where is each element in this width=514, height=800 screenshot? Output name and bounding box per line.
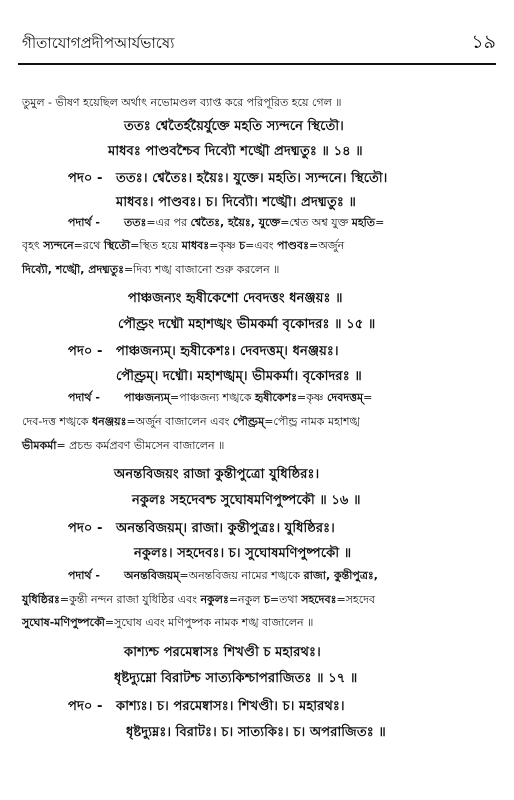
gloss-text: =কৃষ্ণ [209, 239, 240, 252]
gloss-term: হৃষীকেশঃ [255, 391, 297, 404]
gloss-term: পৌণ্ড্রম্ [232, 415, 265, 428]
gloss-term: ততঃ [124, 216, 147, 229]
gloss-term: নকুলঃ [200, 593, 229, 606]
header-rule [18, 63, 496, 65]
gloss-text: =অনন্তবিজয় নামের শঙ্খকে [179, 569, 304, 582]
v15-pada-line-2: পৌণ্ড্রম্। দধ্মৌ। মহাশঙ্খম্। ভীমকর্মা। বৃকোদরঃ ॥ [116, 369, 362, 384]
padartha-label: পদার্থ - [68, 391, 100, 404]
gloss-text: =সহদেব [336, 593, 376, 606]
gloss-term: যুধিষ্ঠিরঃ [22, 593, 60, 606]
padartha-label: পদার্থ - [68, 216, 100, 229]
gloss-term: দিব্যৌ, শঙ্খৌ, প্রদধ্মতুঃ [22, 263, 124, 276]
gloss-text: =পাঞ্চজন্য শঙ্খকে [169, 391, 256, 404]
v14-pada-label: পদ০ - [68, 171, 103, 186]
gloss-text: =অর্জুন বাজালেন এবং [126, 415, 233, 428]
gloss-term: সহদেবঃ [301, 593, 337, 606]
v15-padartha-line-2 [22, 416, 360, 427]
v17-sloka-line-1: কাশ্যশ্চ পরমেষ্বাসঃ শিখণ্ডী চ মহারথঃ। [124, 645, 321, 660]
gloss-term: চ [239, 239, 246, 252]
v14-padartha-line-3 [22, 264, 279, 275]
v15-pada-line-1: পাঞ্চজন্যম্। হৃষীকেশঃ। দেবদত্তম্। ধনঞ্জয়ঃ। [116, 344, 339, 359]
gloss-text: =পৌন্ড্র নামক মহাশঙ্খ [264, 415, 360, 428]
gloss-text: =নকুল [228, 593, 264, 606]
gloss-text: =কৃষ্ণ [296, 391, 327, 404]
v15-sloka-line-2: পৌণ্ড্রং দধ্মৌ মহাশঙ্খং ভীমকর্মা বৃকোদরঃ ॥ ১৫ ॥ [118, 317, 376, 332]
gloss-text: =কুন্তী নন্দন রাজা যুধিষ্ঠির এবং [59, 593, 201, 606]
gloss-term: চ [263, 593, 270, 606]
v15-padartha-line-1 [124, 392, 372, 403]
gloss-text: =দিব্য শঙ্খ বাজানো শুরু করলেন ॥ [123, 263, 280, 276]
gloss-text: =শ্বেত অশ্ব যুক্ত [280, 216, 352, 229]
v14-pada-line-2: মাধবঃ। পাণ্ডবঃ। চ। দিব্যৌ। শঙ্খৌ। প্রদধ্মতুঃ ॥ [116, 195, 356, 210]
gloss-text: =সুঘোষ এবং মণিপুষ্পক নামক শঙ্খ বাজালেন ॥ [104, 616, 314, 629]
v16-pada-line-2: নকুলঃ। সহদেবঃ। চ। সুঘোষমণিপুষ্পকৌ ॥ [134, 546, 352, 561]
gloss-term: দেবদত্তম্ [326, 391, 364, 404]
intro-line: তুমুল - ভীষণ হয়েছিল অর্থাৎ নভোমণ্ডল ব্যাপ্ত করে পরিপূরিত হয়ে গেল ॥ [22, 96, 342, 109]
v15-padartha-label [68, 392, 100, 403]
gloss-term: পাঞ্চজন্যম্ [124, 391, 170, 404]
gloss-text: বৃহৎ [22, 239, 44, 252]
v16-padartha-line-3 [22, 617, 313, 628]
gloss-term: অনন্তবিজয়ম্ [124, 569, 180, 582]
gloss-text: =তথা [269, 593, 302, 606]
v15-padartha-line-3 [22, 440, 224, 451]
gloss-term: স্যন্দনে [43, 239, 74, 252]
gloss-text: =এর পর [146, 216, 191, 229]
v17-sloka-line-2: ধৃষ্টদ্যুম্নো বিরাটশ্চ সাত্যকিশ্চাপরাজিতঃ ॥ ১৭ ॥ [114, 671, 358, 686]
gloss-term: সুঘোষ-মণিপুষ্পকৌ [22, 616, 105, 629]
gloss-term: রাজা, কুন্তীপুত্রঃ, [303, 569, 378, 582]
v16-padartha-line-2 [22, 594, 375, 605]
v14-sloka-line-1: ততঃ শ্বেতৈর্হয়ৈর্যুক্তে মহতি স্যন্দনে স্থিতৌ। [124, 119, 344, 134]
v17-pada-line-2: ধৃষ্টদ্যুম্নঃ। বিরাটঃ। চ। সাত্যকিঃ। চ। অপরাজিতঃ ॥ [126, 725, 386, 740]
gloss-text: =রথে [73, 239, 104, 252]
page-number: ১৯ [471, 31, 496, 53]
v14-sloka-line-2: মাধবঃ পাণ্ডবশ্চৈব দিব্যৌ শঙ্খৌ প্রদধ্মতুঃ ॥ ১৪ ॥ [108, 144, 363, 159]
v14-padartha-line-2 [22, 240, 344, 251]
gloss-text: =এবং [245, 239, 278, 252]
v16-sloka-line-2: নকুলঃ সহদেবশ্চ সুঘোষমণিপুষ্পকৌ ॥ ১৬ ॥ [132, 493, 361, 508]
v16-pada-label: পদ০ - [68, 521, 103, 536]
gloss-term: পাণ্ডবঃ [277, 239, 309, 252]
v17-pada-label: পদ০ - [68, 699, 103, 714]
gloss-text: দেব-দত্ত শঙ্খকে [22, 415, 92, 428]
gloss-term: শ্বেতৈঃ, হয়ৈঃ, যুক্তে [190, 216, 281, 229]
gloss-text: = [375, 216, 385, 229]
v16-padartha-label [68, 570, 100, 581]
v16-pada-line-1: অনন্তবিজয়ম্। রাজা। কুন্তীপুত্রঃ। যুধিষ্ঠিরঃ। [116, 521, 335, 536]
running-title: গীতাযোগপ্রদীপআর্যভাষ্যে [22, 34, 175, 52]
gloss-text: = প্রচন্ড কর্মপ্রবণ ভীমসেন বাজালেন ॥ [56, 439, 225, 452]
v14-pada-line-1: ততঃ। শ্বেতৈঃ। হয়ৈঃ। যুক্তে। মহতি। স্যন্দনে। স্থিতৌ। [116, 171, 388, 186]
v15-pada-label: পদ০ - [68, 344, 103, 359]
gloss-text: =স্থিত হয়ে [130, 239, 182, 252]
gloss-term: মাধবঃ [181, 239, 210, 252]
gloss-term: স্থিতৌ [103, 239, 131, 252]
v15-sloka-line-1: পাঞ্চজন্যং হৃষীকেশো দেবদত্তং ধনঞ্জয়ঃ ॥ [128, 291, 343, 306]
v14-padartha-label [68, 217, 100, 228]
v14-padartha-line-1 [124, 217, 384, 228]
gloss-term: মহতি [351, 216, 376, 229]
v16-padartha-line-1 [124, 570, 378, 581]
gloss-term: ভীমকর্মা [22, 439, 57, 452]
gloss-term: ধনঞ্জয়ঃ [91, 415, 127, 428]
gloss-text: = [363, 391, 373, 404]
page-header [18, 28, 496, 60]
gloss-text: =অর্জুন [309, 239, 345, 252]
padartha-label: পদার্থ - [68, 569, 100, 582]
v16-sloka-line-1: অনন্তবিজয়ং রাজা কুন্তীপুত্রো যুধিষ্ঠিরঃ। [114, 467, 320, 482]
v17-pada-line-1: কাশ্যঃ। চ। পরমেষ্বাসঃ। শিখণ্ডী। চ। মহারথঃ। [116, 699, 345, 714]
